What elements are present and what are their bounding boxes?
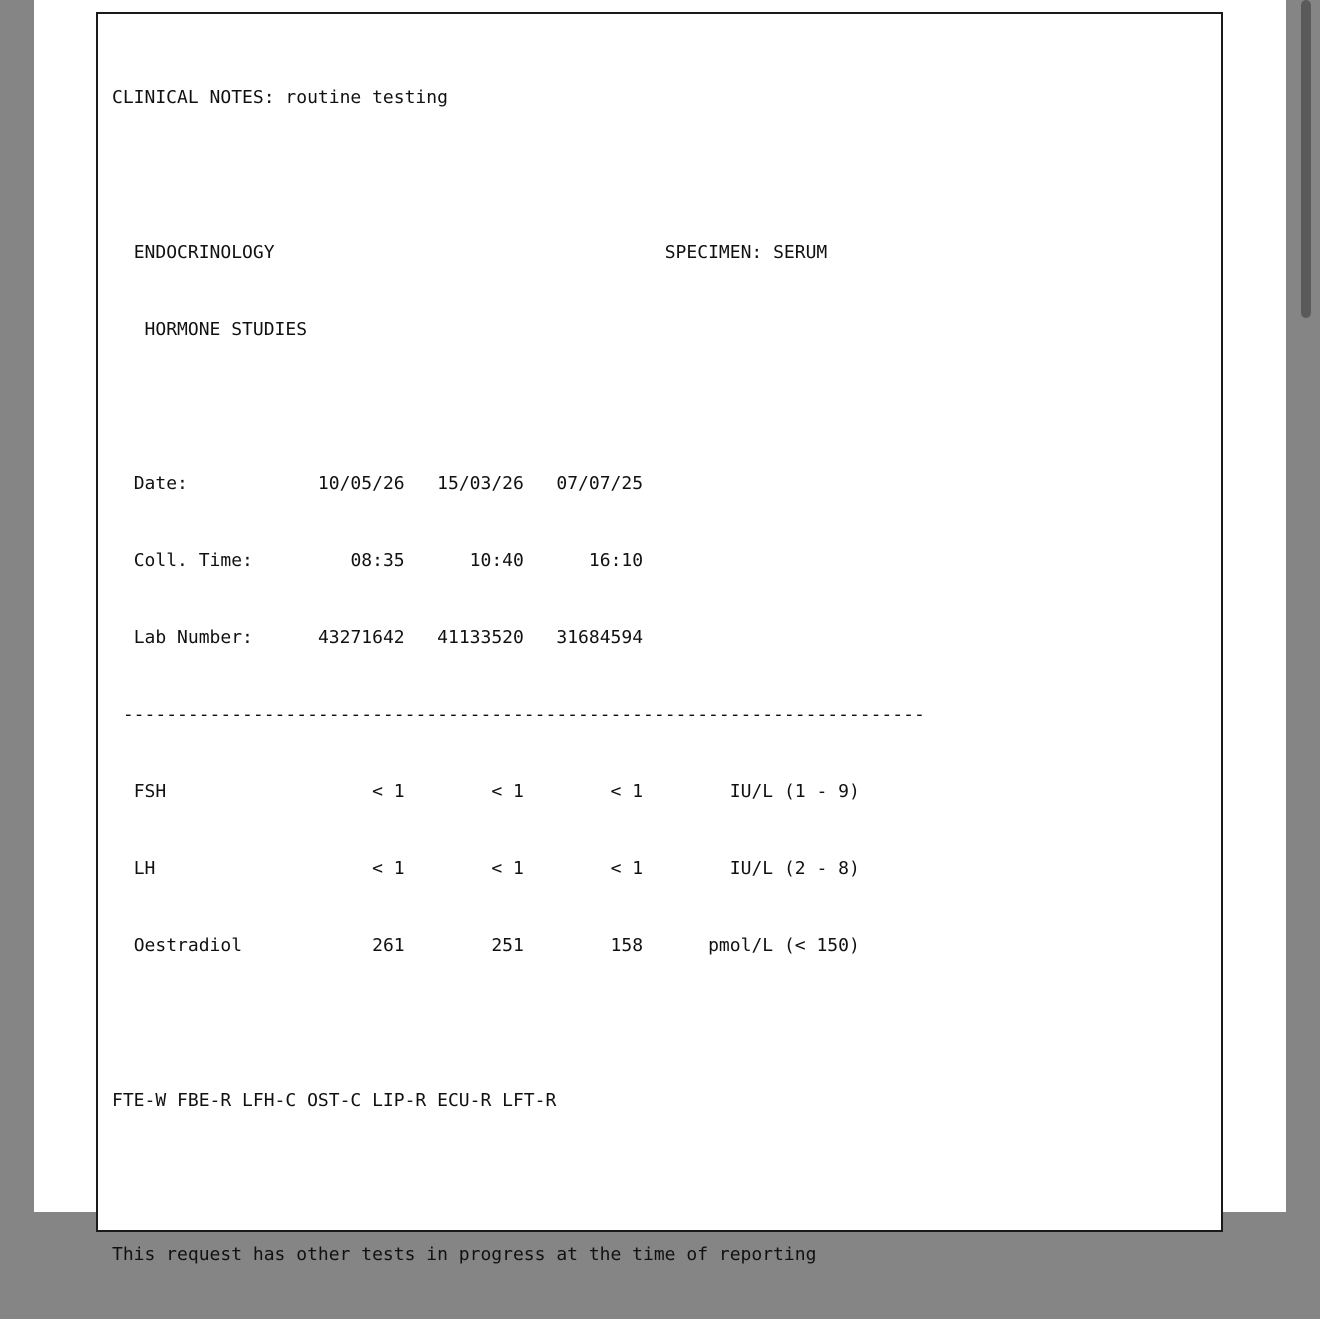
result-value: 158 <box>610 935 644 957</box>
blank-line <box>112 163 925 189</box>
clinical-notes-line <box>112 85 925 111</box>
header-label: Lab Number: <box>133 627 253 649</box>
result-value: < 1 <box>491 781 524 803</box>
units-range: pmol/L (< 150) <box>708 935 860 957</box>
header-row-lab-number <box>112 625 925 651</box>
footer-note: This request has other tests in progress at the time of reporting <box>112 1243 817 1265</box>
blank-line <box>112 1165 925 1191</box>
units-range: IU/L (1 - 9) <box>729 781 860 803</box>
separator-line <box>112 702 925 728</box>
result-row-oestradiol <box>112 933 925 959</box>
blank-line <box>112 394 925 420</box>
footer-note-line <box>112 1242 925 1268</box>
section-line <box>112 317 925 343</box>
document-page <box>34 0 1286 1265</box>
header-value: 07/07/25 <box>556 472 644 494</box>
units-range: IU/L (2 - 8) <box>729 858 860 880</box>
header-row-date <box>112 471 925 497</box>
result-value: < 1 <box>372 781 405 803</box>
result-value: < 1 <box>610 858 644 880</box>
result-value: < 1 <box>372 858 405 880</box>
department-line <box>112 240 925 266</box>
result-value: 261 <box>372 935 405 957</box>
result-row-fsh <box>112 779 925 805</box>
header-row-coll-time <box>112 548 925 574</box>
header-value: 31684594 <box>556 627 644 649</box>
scrollbar-thumb[interactable] <box>1301 0 1311 318</box>
report-frame <box>96 12 1223 1265</box>
header-value: 10/05/26 <box>317 472 405 494</box>
header-value: 15/03/26 <box>437 472 524 494</box>
header-value: 41133520 <box>437 627 524 649</box>
result-value: < 1 <box>491 858 524 880</box>
result-row-lh <box>112 856 925 882</box>
header-label: Date: <box>133 472 188 494</box>
result-value: < 1 <box>610 781 644 803</box>
section-title: HORMONE STUDIES <box>144 318 308 340</box>
result-value: 251 <box>491 935 524 957</box>
report-body <box>112 34 925 1319</box>
separator: -------------------------------------------------------------------------- <box>122 704 925 726</box>
header-value: 08:35 <box>350 549 405 571</box>
viewer-left-margin <box>0 0 34 1212</box>
clinical-notes: CLINICAL NOTES: routine testing <box>112 87 448 109</box>
test-name: FSH <box>133 781 167 803</box>
header-value: 10:40 <box>469 549 524 571</box>
specimen-label: SPECIMEN: SERUM <box>664 241 828 263</box>
header-value: 43271642 <box>317 627 405 649</box>
test-name: Oestradiol <box>133 935 243 957</box>
header-label: Coll. Time: <box>133 549 253 571</box>
test-name: LH <box>133 858 156 880</box>
test-codes: FTE-W FBE-R LFH-C OST-C LIP-R ECU-R LFT-R <box>112 1089 557 1111</box>
header-value: 16:10 <box>588 549 644 571</box>
blank-line <box>112 1011 925 1037</box>
department-title: ENDOCRINOLOGY <box>133 241 275 263</box>
test-codes-line <box>112 1088 925 1114</box>
